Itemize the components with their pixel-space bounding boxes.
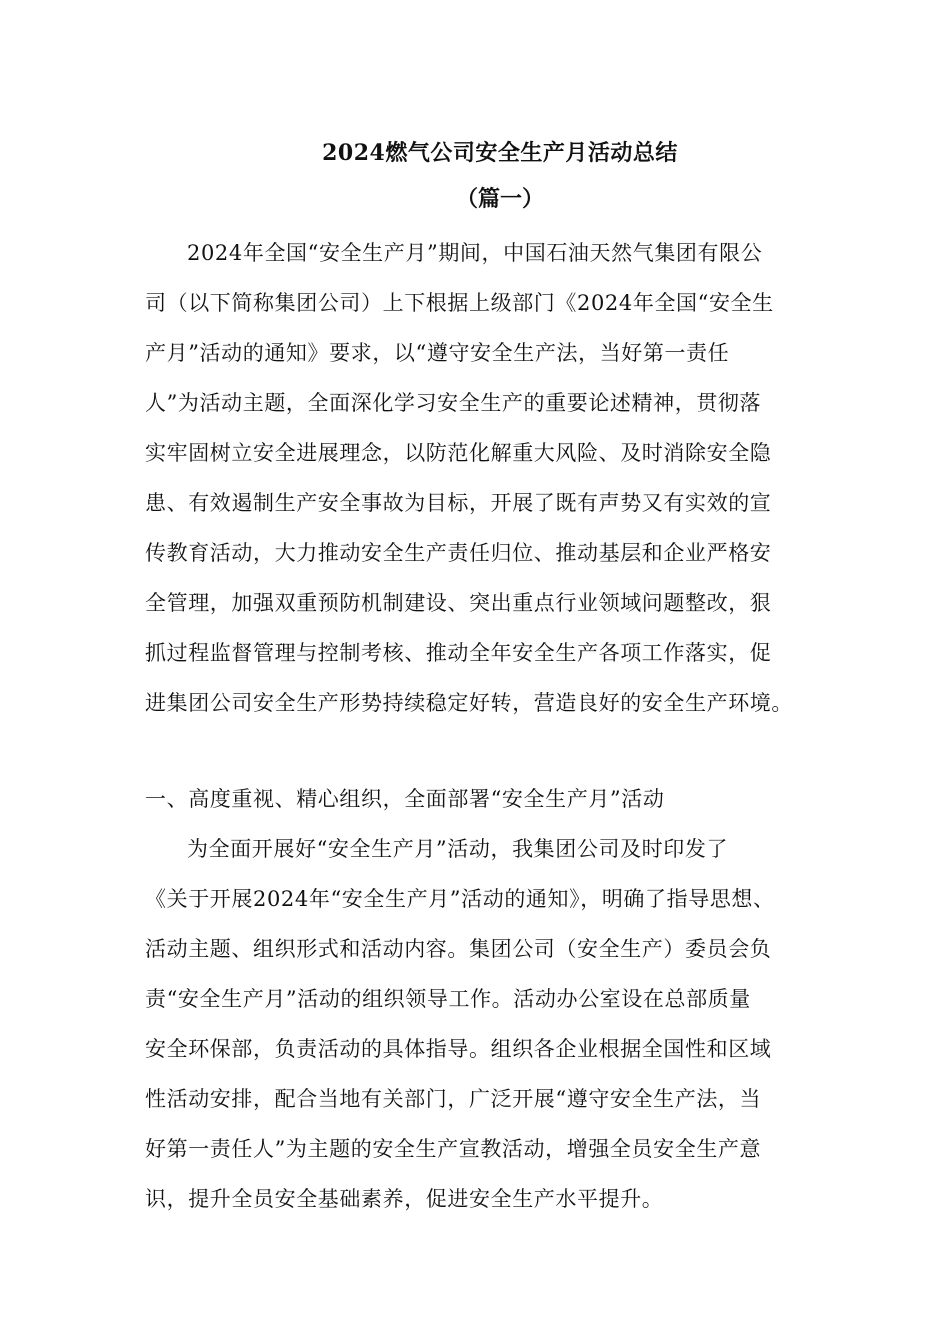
document-title: 2024燃气公司安全生产月活动总结 (322, 140, 678, 166)
intro-line: 抓过程监督管理与控制考核、推动全年安全生产各项工作落实，促 (145, 641, 772, 665)
document-subtitle: （篇一） (455, 186, 544, 212)
intro-line: 人”为活动主题，全面深化学习安全生产的重要论述精神，贯彻落 (145, 391, 762, 415)
intro-line: 2024年全国“安全生产月”期间，中国石油天然气集团有限公 (187, 241, 763, 265)
intro-line: 产月”活动的通知》要求，以“遵守安全生产法，当好第一责任 (145, 341, 730, 365)
intro-line: 全管理，加强双重预防机制建设、突出重点行业领域问题整改，狠 (145, 591, 772, 615)
intro-line: 传教育活动，大力推动安全生产责任归位、推动基层和企业严格安 (145, 541, 772, 565)
section-line: 安全环保部，负责活动的具体指导。组织各企业根据全国性和区域 (145, 1037, 772, 1061)
section-heading: 一、高度重视、精心组织，全面部署“安全生产月”活动 (145, 787, 665, 811)
section-line: 性活动安排，配合当地有关部门，广泛开展“遵守安全生产法，当 (145, 1087, 762, 1111)
section-line: 识，提升全员安全基础素养，促进安全生产水平提升。 (145, 1187, 664, 1211)
intro-line: 进集团公司安全生产形势持续稳定好转，营造良好的安全生产环境。 (145, 691, 793, 715)
intro-line: 实牢固树立安全进展理念，以防范化解重大风险、及时消除安全隐 (145, 441, 772, 465)
section-line: 责“安全生产月”活动的组织领导工作。活动办公室设在总部质量 (145, 987, 751, 1011)
intro-line: 司（以下简称集团公司）上下根据上级部门《2024年全国“安全生 (145, 291, 774, 315)
intro-line: 患、有效遏制生产安全事故为目标，开展了既有声势又有实效的宣 (145, 491, 772, 515)
section-line: 好第一责任人”为主题的安全生产宣教活动，增强全员安全生产意 (145, 1137, 762, 1161)
section-line: 活动主题、组织形式和活动内容。集团公司（安全生产）委员会负 (145, 937, 772, 961)
section-line: 为全面开展好“安全生产月”活动，我集团公司及时印发了 (187, 837, 729, 861)
section-line: 《关于开展2024年“安全生产月”活动的通知》，明确了指导思想、 (145, 887, 775, 911)
